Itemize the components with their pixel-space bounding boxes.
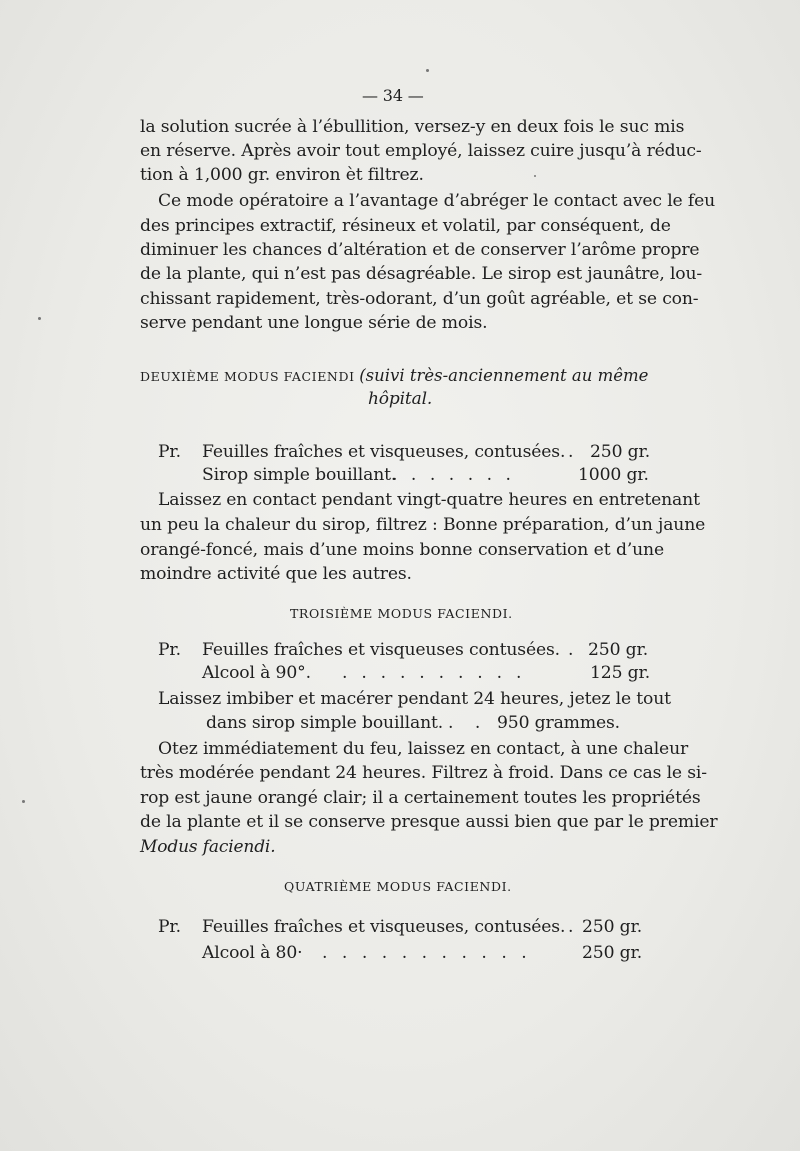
text-line: très modérée pendant 24 heures. Filtrez à froid. Dans ce cas le si- <box>140 763 707 783</box>
recipe-quantity: 125 gr. <box>590 663 651 683</box>
recipe-prefix: Pr. <box>158 640 181 660</box>
text-line: en réserve. Après avoir tout employé, laissez cuire jusqu’à réduc- <box>140 141 702 161</box>
recipe-item: Feuilles fraîches et visqueuses, contusées. <box>202 442 566 462</box>
recipe-prefix: Pr. <box>158 917 181 937</box>
recipe-quantity: 250 gr. <box>590 442 651 462</box>
text-line: diminuer les chances d’altération et de conserver l’arôme propre <box>140 240 700 260</box>
recipe-dots: . <box>568 640 574 660</box>
recipe-dots: . . . . . . . . . . <box>342 663 526 683</box>
text-line: Otez immédiatement du feu, laissez en contact, à une chaleur <box>158 739 689 759</box>
section-heading-caps: DEUXIÈME MODUS FACIENDI <box>140 369 355 384</box>
text-line: Laissez en contact pendant vingt-quatre heures en entretenant <box>158 490 700 510</box>
recipe-dots: . . <box>448 713 489 733</box>
text-line: rop est jaune orangé clair; il a certainement toutes les propriétés <box>140 788 701 808</box>
recipe-quantity: 250 gr. <box>582 917 643 937</box>
recipe-quantity: 950 grammes. <box>497 713 620 733</box>
recipe-prefix: Pr. <box>158 442 181 462</box>
recipe-item: Feuilles fraîches et visqueuses contusées. <box>202 640 560 660</box>
recipe-item: Alcool à 90°. <box>202 663 311 683</box>
section-heading-italic: (suivi très-anciennement au même <box>359 366 649 385</box>
text-line: dans sirop simple bouillant. <box>206 713 444 733</box>
scan-speck <box>38 317 41 320</box>
text-line: moindre activité que les autres. <box>140 564 412 584</box>
recipe-item: Feuilles fraîches et visqueuses, contusées. <box>202 917 566 937</box>
text-line: serve pendant une longue série de mois. <box>140 313 488 333</box>
recipe-dots: . <box>568 442 574 462</box>
text-line: de la plante et il se conserve presque aussi bien que par le premier <box>140 812 718 832</box>
recipe-quantity: 1000 gr. <box>578 465 649 485</box>
scan-speck <box>22 800 25 803</box>
text-line: Laissez imbiber et macérer pendant 24 heures, jetez le tout <box>158 689 671 709</box>
text-line: chissant rapidement, très-odorant, d’un goût agréable, et se con- <box>140 289 699 309</box>
section-heading: TROISIÈME MODUS FACIENDI. <box>290 606 513 621</box>
recipe-item: Sirop simple bouillant. <box>202 465 397 485</box>
recipe-quantity: 250 gr. <box>582 943 643 963</box>
recipe-dots: . . . . . . . . . . . <box>322 943 532 963</box>
section-heading: QUATRIÈME MODUS FACIENDI. <box>284 879 512 894</box>
text-line: des principes extractif, résineux et volatil, par conséquent, de <box>140 216 671 236</box>
recipe-quantity: 250 gr. <box>588 640 649 660</box>
scan-speck <box>426 69 429 72</box>
scan-speck <box>534 175 536 177</box>
text-line: orangé-foncé, mais d’une moins bonne conservation et d’une <box>140 540 664 560</box>
text-line: un peu la chaleur du sirop, filtrez : Bonne préparation, d’un jaune <box>140 515 706 535</box>
text-line: tion à 1,000 gr. environ èt filtrez. <box>140 165 424 185</box>
text-line-italic: Modus faciendi. <box>140 837 276 857</box>
section-heading <box>140 366 648 387</box>
recipe-dots: . . . . . . . <box>392 465 516 485</box>
text-line: Ce mode opératoire a l’avantage d’abréger le contact avec le feu <box>158 191 716 211</box>
text-line: la solution sucrée à l’ébullition, versez-y en deux fois le suc mis <box>140 117 685 137</box>
recipe-dots: . <box>568 917 574 937</box>
text-line: de la plante, qui n’est pas désagréable. Le sirop est jaunâtre, lou- <box>140 264 703 284</box>
recipe-item: Alcool à 80· <box>202 943 303 963</box>
section-heading-italic-continued: hôpital. <box>368 389 433 409</box>
page-number: — 34 — <box>362 86 424 105</box>
